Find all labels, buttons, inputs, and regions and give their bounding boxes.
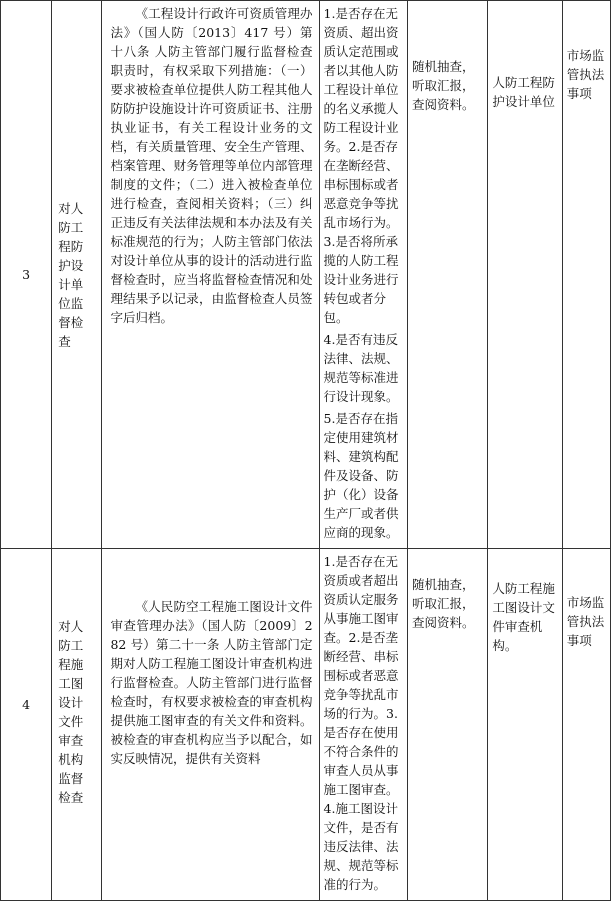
inspection-item: 对人防工程防护设计单位监督检查	[58, 200, 84, 349]
table-row	[1, 549, 611, 901]
legal-basis-cell	[102, 549, 319, 901]
inspection-item-cell	[52, 1, 102, 549]
inspection-content	[320, 549, 407, 900]
inspection-method: 随机抽查，听取汇报，查阅资料。	[411, 577, 475, 630]
inspection-method-cell	[407, 549, 487, 901]
inspection-object-cell	[488, 1, 562, 549]
legal-basis-cell	[102, 1, 319, 549]
inspection-method: 随机抽查，听取汇报，查阅资料。	[411, 59, 475, 112]
category: 市场监管执法事项	[566, 595, 605, 648]
category-cell	[562, 1, 610, 549]
content-paragraph: 4.是否有违反法律、法规、规范等标准进行设计现象。	[323, 332, 399, 404]
inspection-item-cell	[52, 549, 102, 901]
table-row	[1, 1, 611, 549]
inspection-item: 对人防工程施工图设计文件审查机构监督检查	[58, 618, 84, 805]
category: 市场监管执法事项	[566, 48, 605, 101]
inspection-method-cell	[407, 1, 487, 549]
category-cell	[562, 549, 610, 901]
inspection-content	[320, 1, 407, 548]
inspection-object: 人防工程防护设计单位	[492, 75, 555, 109]
inspection-content-cell	[319, 1, 407, 549]
inspection-content-cell	[319, 549, 407, 901]
row-number	[1, 1, 52, 549]
row-number-text: 4	[22, 697, 31, 712]
content-paragraph: 5.是否存在指定使用建筑材料、建筑构配件及设备、防护（化）设备生产厂或者供应商的现象。	[323, 411, 399, 540]
content-paragraph: 1.是否存在无资质或者超出资质认定服务从事施工图审查。2.是否垄断经营、串标围标或者恶意竞争等扰乱市场的行为。3.是否存在使用不符合条件的审查人员从事施工图审查。4.施工图设计文件，是否有违反法律、法规、规范等标准的行为。	[323, 554, 399, 892]
inspection-object-cell	[488, 549, 562, 901]
inspection-object: 人防工程施工图设计文件审查机构。	[492, 581, 555, 653]
row-number-text: 3	[22, 267, 31, 282]
legal-basis: 《人民防空工程施工图设计文件审查管理办法》（国人防〔2009〕282 号）第二十一条 人防主管部门定期对人防工程施工图设计审查机构进行监督检查。人防主管部门进行监督检查时，有权要求被检查的审查机构提供施工图审查的有关文件和资料。被检查的审查机构应当予以配合，如实反映情况，提供有关资料	[110, 599, 313, 766]
content-paragraph: 1.是否存在无资质、超出资质认定范围或者以其他人防工程设计单位的名义承揽人防工程设计业务。2.是否存在垄断经营、串标围标或者恶意竞争等扰乱市场行为。3.是否将所承揽的人防工程设计业务进行转包或者分包。	[323, 6, 399, 325]
row-number	[1, 549, 52, 901]
legal-basis: 《工程设计行政许可资质管理办法》（国人防〔2013〕417 号）第十八条 人防主管部门履行监督检查职责时，有权采取下列措施：（一）要求被检查单位提供人防工程其他人防防护设施设计许可资质证书、注册执业证书，有关工程设计业务的文档，有关质量管理、安全生产管理、档案管理、财务管理等单位内部管理制度的文件；（二）进入被检查单位进行检查，查阅相关资料；（三）纠正违反有关法律法规和本办法及有关标准规范的行为；人防主管部门依法对设计单位从事的设计的活动进行监督检查时，应当将监督检查情况和处理结果予以记录，由监督检查人员签字后归档。	[110, 6, 313, 325]
